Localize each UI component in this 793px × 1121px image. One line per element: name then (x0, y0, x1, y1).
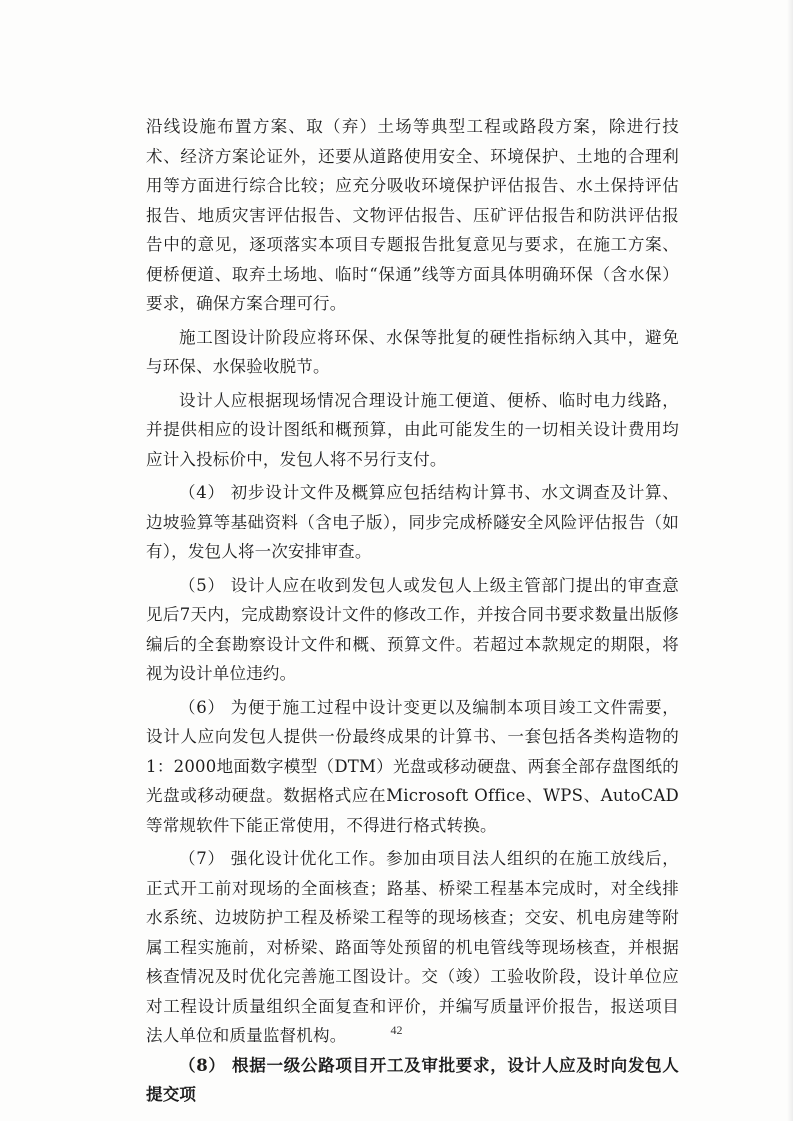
paragraph-continuation: 沿线设施布置方案、取（弃）土场等典型工程或路段方案，除进行技术、经济方案论证外，还要从道路使用安全、环境保护、土地的合理利用等方面进行综合比较；应充分吸收环境保护评估报告、水土保持评估报告、地质灾害评估报告、文物评估报告、压矿评估报告和防洪评估报告中的意见，逐项落实本项目专题报告批复意见与要求，在施工方案、便桥便道、取弃土场地、临时“保通”线等方面具体明确环保（含水保）要求，确保方案合理可行。 (146, 117, 679, 313)
paragraph-item-6: （6） 为便于施工过程中设计变更以及编制本项目竣工文件需要，设计人应向发包人提供一份最终成果的计算书、一套包括各类构造物的1：2000地面数字模型（DTM）光盘或移动硬盘、两套全部存盘图纸的光盘或移动硬盘。数据格式应在Microsoft Office、WPS、AutoCAD等常规软件下能正常使用，不得进行格式转换。 (146, 697, 679, 835)
paragraph-temporary-facilities: 设计人应根据现场情况合理设计施工便道、便桥、临时电力线路，并提供相应的设计图纸和概预算，由此可能发生的一切相关设计费用均应计入投标价中，发包人将不另行支付。 (146, 390, 679, 469)
paragraph-item-5: （5） 设计人应在收到发包人或发包人上级主管部门提出的审查意见后7天内，完成勘察设计文件的修改工作，并按合同书要求数量出版修编后的全套勘察设计文件和概、预算文件。若超过本款规定的期限，将视为设计单位违约。 (146, 575, 679, 683)
page-number: 42 (390, 1023, 403, 1037)
paragraph-item-4: （4） 初步设计文件及概算应包括结构计算书、水文调查及计算、边坡验算等基础资料（含电子版），同步完成桥隧安全风险评估报告（如有），发包人将一次安排审查。 (146, 483, 679, 561)
body-text (146, 112, 679, 1110)
scan-edge-shadow (787, 0, 793, 1121)
paragraph-item-8: （8） 根据一级公路项目开工及审批要求，设计人应及时向发包人提交项 (146, 1055, 679, 1104)
paragraph-item-7: （7） 强化设计优化工作。参加由项目法人组织的在施工放线后，正式开工前对现场的全面核查；路基、桥梁工程基本完成时，对全线排水系统、边坡防护工程及桥梁工程等的现场核查；交安、机电房建等附属工程实施前，对桥梁、路面等处预留的机电管线等现场核查，并根据核查情况及时优化完善施工图设计。交（竣）工验收阶段，设计单位应对工程设计质量组织全面复查和评价，并编写质量评价报告，报送项目法人单位和质量监督机构。 (146, 849, 679, 1045)
paragraph-construction-drawing: 施工图设计阶段应将环保、水保等批复的硬性指标纳入其中，避免与环保、水保验收脱节。 (146, 327, 679, 376)
